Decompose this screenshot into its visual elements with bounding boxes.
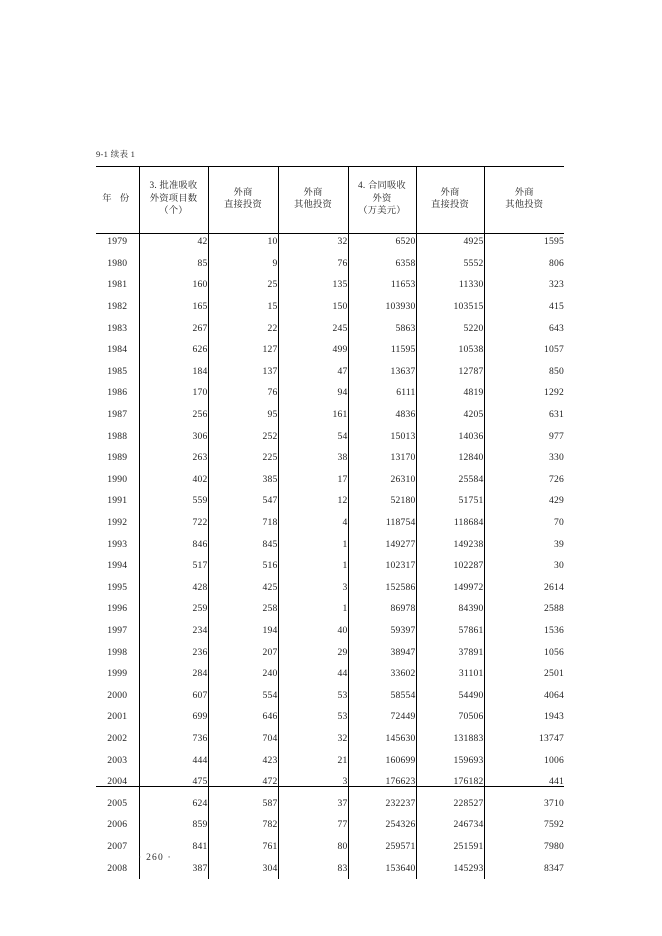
cell-fdi_proj: 252 — [208, 425, 278, 447]
cell-other_proj: 44 — [278, 663, 348, 685]
cell-contract: 6358 — [395, 257, 416, 269]
cell-contract: 160699 — [385, 754, 416, 766]
cell-other_proj: 32 — [278, 231, 348, 253]
cell-other_proj: 161 — [278, 404, 348, 426]
cell-other: 2614 — [484, 577, 564, 599]
cell-other_proj: 245 — [278, 317, 348, 339]
cell-fdi: 10538 — [416, 339, 484, 361]
cell-other: 415 — [484, 296, 564, 318]
cell-contract: 103930 — [385, 301, 416, 313]
cell-fdi: 70506 — [416, 706, 484, 728]
cell-projects: 259 — [139, 598, 208, 620]
cell-contract: 13170 — [390, 452, 416, 464]
table-row — [96, 620, 564, 642]
cell-other_proj: 53 — [278, 706, 348, 728]
cell-fdi: 4925 — [416, 231, 484, 253]
cell-other: 806 — [484, 253, 564, 275]
cell-other_proj: 150 — [278, 296, 348, 318]
cell-year: 1985 — [107, 365, 128, 377]
cell-year: 1994 — [107, 560, 128, 572]
cell-projects: 267 — [139, 317, 208, 339]
cell-fdi: 4205 — [416, 404, 484, 426]
cell-year: 2003 — [107, 754, 128, 766]
cell-fdi_proj: 472 — [208, 771, 278, 793]
cell-contract: 145630 — [385, 732, 416, 744]
cell-year: 1992 — [107, 517, 128, 529]
cell-other: 429 — [484, 490, 564, 512]
cell-projects: 475 — [139, 771, 208, 793]
cell-fdi_proj: 425 — [208, 577, 278, 599]
cell-fdi_proj: 587 — [208, 792, 278, 814]
header-projects-fdi: 外商 直接投资 — [208, 167, 278, 232]
cell-other: 726 — [484, 469, 564, 491]
cell-other_proj: 38 — [278, 447, 348, 469]
cell-fdi: 51751 — [416, 490, 484, 512]
cell-fdi: 149238 — [416, 533, 484, 555]
cell-other: 643 — [484, 317, 564, 339]
cell-fdi: 11330 — [416, 274, 484, 296]
cell-projects: 626 — [139, 339, 208, 361]
cell-other: 323 — [484, 274, 564, 296]
cell-fdi: 103515 — [416, 296, 484, 318]
cell-year: 1989 — [107, 452, 128, 464]
cell-fdi_proj: 76 — [208, 382, 278, 404]
cell-year: 1996 — [107, 603, 128, 615]
table-bottom-rule — [96, 786, 564, 787]
cell-fdi_proj: 240 — [208, 663, 278, 685]
cell-contract: 149277 — [385, 538, 416, 550]
cell-other_proj: 21 — [278, 749, 348, 771]
cell-other: 7980 — [484, 836, 564, 858]
cell-fdi_proj: 385 — [208, 469, 278, 491]
cell-fdi_proj: 423 — [208, 749, 278, 771]
cell-other_proj: 3 — [278, 771, 348, 793]
cell-other_proj: 135 — [278, 274, 348, 296]
cell-other_proj: 80 — [278, 836, 348, 858]
cell-projects: 722 — [139, 512, 208, 534]
cell-other: 631 — [484, 404, 564, 426]
table-row — [96, 792, 564, 814]
cell-year: 1991 — [107, 495, 128, 507]
table-body — [96, 231, 564, 879]
cell-fdi_proj: 127 — [208, 339, 278, 361]
cell-projects: 306 — [139, 425, 208, 447]
table-row — [96, 684, 564, 706]
cell-other: 70 — [484, 512, 564, 534]
cell-fdi_proj: 22 — [208, 317, 278, 339]
table-row — [96, 577, 564, 599]
table-row — [96, 555, 564, 577]
cell-fdi: 54490 — [416, 684, 484, 706]
cell-year: 1995 — [107, 581, 128, 593]
cell-other_proj: 1 — [278, 598, 348, 620]
cell-other_proj: 12 — [278, 490, 348, 512]
cell-fdi_proj: 304 — [208, 857, 278, 879]
cell-contract: 152586 — [385, 581, 416, 593]
cell-fdi_proj: 194 — [208, 620, 278, 642]
cell-other: 1292 — [484, 382, 564, 404]
table-row — [96, 533, 564, 555]
cell-other_proj: 94 — [278, 382, 348, 404]
cell-other_proj: 4 — [278, 512, 348, 534]
cell-other_proj: 54 — [278, 425, 348, 447]
cell-fdi_proj: 547 — [208, 490, 278, 512]
cell-year: 2006 — [107, 819, 128, 831]
cell-fdi_proj: 646 — [208, 706, 278, 728]
table-row — [96, 382, 564, 404]
cell-projects: 42 — [139, 231, 208, 253]
cell-fdi_proj: 718 — [208, 512, 278, 534]
cell-fdi_proj: 95 — [208, 404, 278, 426]
cell-year: 1990 — [107, 473, 128, 485]
cell-projects: 85 — [139, 253, 208, 275]
cell-fdi: 246734 — [416, 814, 484, 836]
cell-fdi_proj: 258 — [208, 598, 278, 620]
cell-contract: 13637 — [390, 365, 416, 377]
cell-other_proj: 17 — [278, 469, 348, 491]
cell-projects: 444 — [139, 749, 208, 771]
cell-contract: 52180 — [390, 495, 416, 507]
cell-projects: 736 — [139, 728, 208, 750]
cell-year: 1986 — [107, 387, 128, 399]
header-approved-projects: 3. 批准吸收 外资项目数 （个） — [139, 167, 208, 232]
cell-fdi: 176182 — [416, 771, 484, 793]
cell-projects: 234 — [139, 620, 208, 642]
cell-year: 1979 — [107, 236, 128, 248]
cell-fdi_proj: 137 — [208, 361, 278, 383]
header-row — [96, 167, 564, 232]
cell-projects: 841 — [139, 836, 208, 858]
cell-fdi_proj: 845 — [208, 533, 278, 555]
cell-other: 39 — [484, 533, 564, 555]
cell-contract: 5863 — [395, 322, 416, 334]
cell-contract: 118754 — [385, 517, 416, 529]
cell-year: 1981 — [107, 279, 128, 291]
table-row — [96, 663, 564, 685]
cell-projects: 624 — [139, 792, 208, 814]
cell-year: 1993 — [107, 538, 128, 550]
cell-fdi_proj: 554 — [208, 684, 278, 706]
table-row — [96, 814, 564, 836]
page-folio: · 260 · — [138, 853, 172, 863]
table-header-rule — [96, 233, 564, 234]
cell-year: 1987 — [107, 409, 128, 421]
cell-fdi_proj: 15 — [208, 296, 278, 318]
cell-contract: 11595 — [390, 344, 416, 356]
cell-projects: 263 — [139, 447, 208, 469]
cell-fdi_proj: 25 — [208, 274, 278, 296]
cell-fdi_proj: 516 — [208, 555, 278, 577]
cell-other: 1006 — [484, 749, 564, 771]
table-row — [96, 404, 564, 426]
table-row — [96, 447, 564, 469]
cell-contract: 26310 — [390, 473, 416, 485]
table-row — [96, 598, 564, 620]
cell-year: 2008 — [107, 862, 128, 874]
header-year: 年 份 — [102, 193, 133, 204]
cell-projects: 284 — [139, 663, 208, 685]
cell-contract: 15013 — [390, 430, 416, 442]
cell-other: 3710 — [484, 792, 564, 814]
cell-year: 1988 — [107, 430, 128, 442]
cell-fdi_proj: 9 — [208, 253, 278, 275]
table-header — [96, 167, 564, 232]
cell-other: 2588 — [484, 598, 564, 620]
cell-projects: 607 — [139, 684, 208, 706]
cell-fdi: 145293 — [416, 857, 484, 879]
cell-other: 7592 — [484, 814, 564, 836]
cell-fdi: 149972 — [416, 577, 484, 599]
cell-projects: 184 — [139, 361, 208, 383]
cell-projects: 517 — [139, 555, 208, 577]
cell-other_proj: 77 — [278, 814, 348, 836]
cell-other: 1595 — [484, 231, 564, 253]
cell-projects: 165 — [139, 296, 208, 318]
cell-contract: 6111 — [396, 387, 416, 399]
cell-year: 1984 — [107, 344, 128, 356]
table-row — [96, 425, 564, 447]
cell-other_proj: 1 — [278, 533, 348, 555]
cell-contract: 102317 — [385, 560, 416, 572]
cell-projects: 160 — [139, 274, 208, 296]
header-contracted-capital: 4. 合同吸收 外资 （万美元） — [358, 181, 406, 216]
cell-fdi: 5220 — [416, 317, 484, 339]
table-row — [96, 361, 564, 383]
cell-other: 1536 — [484, 620, 564, 642]
cell-contract: 86978 — [390, 603, 416, 615]
cell-fdi: 102287 — [416, 555, 484, 577]
cell-other: 13747 — [484, 728, 564, 750]
cell-other_proj: 499 — [278, 339, 348, 361]
cell-fdi: 57861 — [416, 620, 484, 642]
cell-projects: 846 — [139, 533, 208, 555]
table-row — [96, 490, 564, 512]
cell-fdi: 31101 — [416, 663, 484, 685]
cell-contract: 58554 — [390, 689, 416, 701]
cell-year: 2007 — [107, 840, 128, 852]
cell-other: 1056 — [484, 641, 564, 663]
statistics-table-container — [96, 166, 564, 879]
cell-fdi: 4819 — [416, 382, 484, 404]
cell-contract: 259571 — [385, 840, 416, 852]
cell-projects: 256 — [139, 404, 208, 426]
cell-contract: 59397 — [390, 624, 416, 636]
cell-other: 4064 — [484, 684, 564, 706]
table-caption: 9-1 续表 1 — [96, 149, 136, 159]
cell-fdi_proj: 10 — [208, 231, 278, 253]
cell-contract: 232237 — [385, 797, 416, 809]
cell-year: 2002 — [107, 732, 128, 744]
cell-year: 1999 — [107, 668, 128, 680]
header-projects-other: 外商 其他投资 — [278, 167, 348, 232]
cell-fdi: 25584 — [416, 469, 484, 491]
cell-other_proj: 47 — [278, 361, 348, 383]
table-row — [96, 706, 564, 728]
cell-projects: 236 — [139, 641, 208, 663]
cell-contract: 176623 — [385, 776, 416, 788]
cell-other: 30 — [484, 555, 564, 577]
cell-projects: 387 — [139, 857, 208, 879]
cell-projects: 428 — [139, 577, 208, 599]
cell-other_proj: 32 — [278, 728, 348, 750]
table-row — [96, 469, 564, 491]
cell-year: 2004 — [107, 776, 128, 788]
table-row — [96, 317, 564, 339]
cell-contract: 38947 — [390, 646, 416, 658]
cell-other: 850 — [484, 361, 564, 383]
cell-year: 2005 — [107, 797, 128, 809]
table-row — [96, 231, 564, 253]
cell-contract: 153640 — [385, 862, 416, 874]
cell-other: 977 — [484, 425, 564, 447]
cell-year: 1982 — [107, 301, 128, 313]
cell-other_proj: 76 — [278, 253, 348, 275]
cell-contract: 11653 — [390, 279, 416, 291]
cell-other: 330 — [484, 447, 564, 469]
cell-contract: 6520 — [395, 236, 416, 248]
cell-contract: 33602 — [390, 668, 416, 680]
cell-year: 2001 — [107, 711, 128, 723]
cell-contract: 4836 — [395, 409, 416, 421]
cell-fdi_proj: 207 — [208, 641, 278, 663]
table-row — [96, 512, 564, 534]
cell-other_proj: 29 — [278, 641, 348, 663]
cell-year: 1980 — [107, 257, 128, 269]
header-capital-fdi: 外商 直接投资 — [416, 167, 484, 232]
cell-year: 2000 — [107, 689, 128, 701]
cell-fdi_proj: 225 — [208, 447, 278, 469]
cell-fdi: 14036 — [416, 425, 484, 447]
cell-other_proj: 40 — [278, 620, 348, 642]
cell-projects: 170 — [139, 382, 208, 404]
table-row — [96, 296, 564, 318]
cell-fdi: 12787 — [416, 361, 484, 383]
table-row — [96, 749, 564, 771]
table-row — [96, 253, 564, 275]
cell-other_proj: 83 — [278, 857, 348, 879]
statistics-table — [96, 166, 564, 879]
cell-fdi_proj: 761 — [208, 836, 278, 858]
cell-fdi_proj: 704 — [208, 728, 278, 750]
cell-projects: 859 — [139, 814, 208, 836]
cell-other_proj: 3 — [278, 577, 348, 599]
cell-contract: 254326 — [385, 819, 416, 831]
cell-other: 8347 — [484, 857, 564, 879]
table-row — [96, 641, 564, 663]
cell-projects: 559 — [139, 490, 208, 512]
cell-fdi: 159693 — [416, 749, 484, 771]
cell-other: 2501 — [484, 663, 564, 685]
cell-fdi: 118684 — [416, 512, 484, 534]
cell-other_proj: 37 — [278, 792, 348, 814]
cell-year: 1997 — [107, 624, 128, 636]
cell-fdi: 5552 — [416, 253, 484, 275]
cell-fdi: 251591 — [416, 836, 484, 858]
cell-other: 1943 — [484, 706, 564, 728]
cell-other_proj: 53 — [278, 684, 348, 706]
cell-contract: 72449 — [390, 711, 416, 723]
cell-year: 1983 — [107, 322, 128, 334]
table-row — [96, 728, 564, 750]
cell-other: 1057 — [484, 339, 564, 361]
cell-fdi: 228527 — [416, 792, 484, 814]
cell-fdi_proj: 782 — [208, 814, 278, 836]
table-row — [96, 274, 564, 296]
cell-fdi: 12840 — [416, 447, 484, 469]
cell-projects: 402 — [139, 469, 208, 491]
header-capital-other: 外商 其他投资 — [484, 167, 564, 232]
table-row — [96, 339, 564, 361]
table-row — [96, 771, 564, 793]
cell-fdi: 37891 — [416, 641, 484, 663]
cell-year: 1998 — [107, 646, 128, 658]
cell-projects: 699 — [139, 706, 208, 728]
cell-other_proj: 1 — [278, 555, 348, 577]
cell-fdi: 84390 — [416, 598, 484, 620]
cell-fdi: 131883 — [416, 728, 484, 750]
cell-other: 441 — [484, 771, 564, 793]
